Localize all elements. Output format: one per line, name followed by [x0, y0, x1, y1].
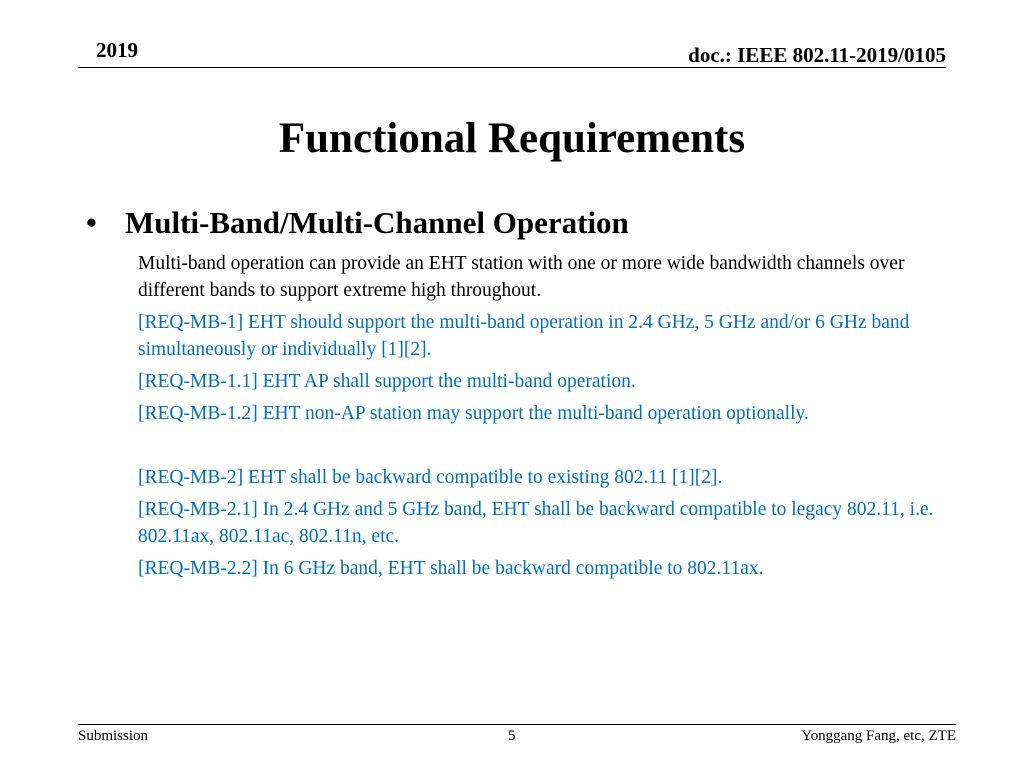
footer-page-number: 5 — [508, 728, 516, 744]
bullet-icon: • — [86, 205, 97, 240]
paragraph-spacer — [138, 432, 938, 459]
body-text — [138, 250, 938, 587]
requirement-mb-1-1: [REQ-MB-1.1] EHT AP shall support the multi-band operation. — [138, 371, 636, 392]
requirement-mb-1: [REQ-MB-1] EHT should support the multi-band operation in 2.4 GHz, 5 GHz and/or 6 GHz band simultaneously or individually [1][2]. — [138, 312, 910, 360]
requirement-mb-2-1: [REQ-MB-2.1] In 2.4 GHz and 5 GHz band, EHT shall be backward compatible to legacy 802.11, i.e. 802.11ax, 802.11ac, 802.11n, etc. — [138, 499, 934, 547]
bullet-heading: Multi-Band/Multi-Channel Operation — [125, 205, 629, 240]
requirement-mb-2-2: [REQ-MB-2.2] In 6 GHz band, EHT shall be backward compatible to 802.11ax. — [138, 558, 764, 579]
slide-title: Functional Requirements — [278, 115, 746, 162]
requirement-mb-2: [REQ-MB-2] EHT shall be backward compatible to existing 802.11 [1][2]. — [138, 467, 723, 488]
header-rule — [78, 67, 946, 68]
header-year: 2019 — [96, 38, 138, 62]
header-doc-id: doc.: IEEE 802.11-2019/0105 — [688, 43, 946, 67]
bullet-heading-row — [86, 203, 629, 243]
intro-paragraph: Multi-band operation can provide an EHT station with one or more wide bandwidth channels over different bands to support extreme high throughout. — [138, 253, 905, 301]
footer-rule — [78, 724, 956, 725]
footer-author: Yonggang Fang, etc, ZTE — [801, 728, 956, 744]
footer-submission: Submission — [78, 728, 149, 744]
requirement-mb-1-2: [REQ-MB-1.2] EHT non-AP station may support the multi-band operation optionally. — [138, 403, 809, 424]
